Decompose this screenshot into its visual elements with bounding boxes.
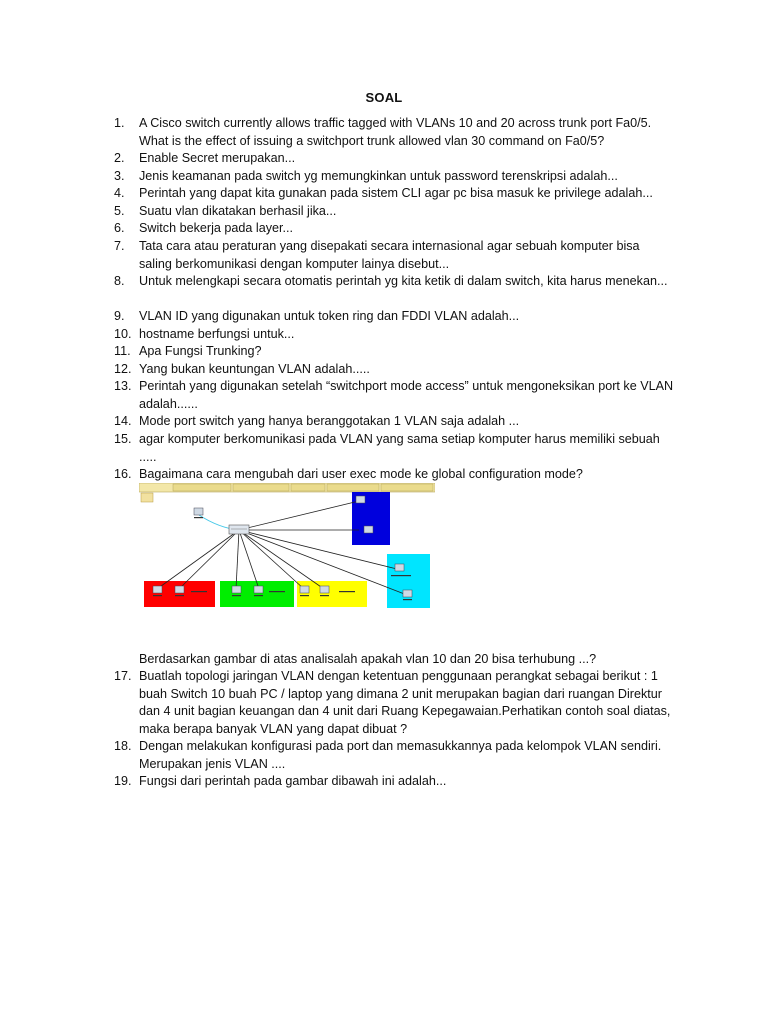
question-number: 8. (114, 274, 125, 288)
question-17 (114, 668, 674, 738)
pc-icon (300, 586, 309, 593)
question-text: Jenis keamanan pada switch yg memungkinkan untuk password terenskripsi adalah... (139, 169, 618, 183)
page-title: SOAL (365, 90, 403, 105)
question-number: 1. (114, 116, 125, 130)
question-text: Bagaimana cara mengubah dari user exec mode ke global configuration mode? (139, 467, 583, 481)
question-text: Dengan melakukan konfigurasi pada port dan memasukkannya pada kelompok VLAN sendiri. Merupakan jenis VLAN .... (139, 739, 662, 771)
question-text: Buatlah topologi jaringan VLAN dengan ketentuan penggunaan perangkat sebagai berikut : 1 buah Switch 10 buah PC / laptop yang dimana 2 unit merupakan bagian dari ruangan Direktur dan 4 unit bagian keuangan dan 4 unit dari Ruang Kepegawaian.Perhatikan contoh soal diatas, maka berapa banyak VLAN yang dapat dibuat ? (139, 669, 671, 736)
question-number: 13. (114, 379, 132, 393)
question-number: 17. (114, 669, 132, 683)
question-text: Tata cara atau peraturan yang disepakati secara internasional agar sebuah komputer bisa saling berkomunikasi dengan komputer lainya disebut... (139, 239, 640, 271)
folder-icon (141, 493, 153, 502)
question-text: Yang bukan keuntungan VLAN adalah..... (139, 362, 370, 376)
question-text: Switch bekerja pada layer... (139, 221, 294, 235)
question-number: 14. (114, 414, 132, 428)
zone-yellow (297, 581, 367, 607)
question-18 (114, 738, 674, 773)
zone-red (144, 581, 215, 607)
question-2 (114, 150, 674, 168)
question-number: 4. (114, 186, 125, 200)
switch-icon (229, 525, 249, 534)
question-text: Perintah yang dapat kita gunakan pada sistem CLI agar pc bisa masuk ke privilege adalah... (139, 186, 653, 200)
question-1 (114, 115, 674, 150)
question-5 (114, 203, 674, 221)
question-12 (114, 361, 674, 379)
question-6 (114, 220, 674, 238)
question-text: Suatu vlan dikatakan berhasil jika... (139, 204, 337, 218)
question-text: Apa Fungsi Trunking? (139, 344, 262, 358)
question-16 (114, 466, 674, 484)
pc-icon (364, 526, 373, 533)
question-number: 5. (114, 204, 125, 218)
pc-icon (395, 564, 404, 571)
pc-icon (320, 586, 329, 593)
question-number: 2. (114, 151, 125, 165)
question-text: Mode port switch yang hanya beranggotakan 1 VLAN saja adalah ... (139, 414, 520, 428)
zone-green (220, 581, 294, 607)
question-text: hostname berfungsi untuk... (139, 327, 295, 341)
question-number: 18. (114, 739, 132, 753)
question-10 (114, 326, 674, 344)
question-text: agar komputer berkomunikasi pada VLAN yang sama setiap komputer harus memiliki sebuah ..... (139, 432, 660, 464)
question-text: Untuk melengkapi secara otomatis perintah yg kita ketik di dalam switch, kita harus menekan... (139, 274, 668, 288)
question-number: 10. (114, 327, 132, 341)
network-topology-figure (139, 483, 435, 638)
question-number: 12. (114, 362, 132, 376)
question-7 (114, 238, 674, 273)
pc-icon (356, 496, 365, 503)
toolbar-segment (233, 484, 289, 491)
question-number: 15. (114, 432, 132, 446)
question-text: Fungsi dari perintah pada gambar dibawah ini adalah... (139, 774, 447, 788)
question-14 (114, 413, 674, 431)
pc-icon (403, 590, 412, 597)
question-number: 19. (114, 774, 132, 788)
question-text: Enable Secret merupakan... (139, 151, 296, 165)
pc-icon (153, 586, 162, 593)
question-16-followup (114, 651, 674, 669)
question-text: Berdasarkan gambar di atas analisalah apakah vlan 10 dan 20 bisa terhubung ...? (139, 652, 597, 666)
question-number: 16. (114, 467, 132, 481)
question-number: 3. (114, 169, 125, 183)
question-number: 9. (114, 309, 125, 323)
pc-icon (194, 508, 203, 515)
question-15 (114, 431, 674, 466)
question-number: 11. (114, 344, 131, 358)
question-4 (114, 185, 674, 203)
question-19 (114, 773, 674, 791)
topology-diagram (139, 483, 435, 638)
toolbar-segment (327, 484, 379, 491)
question-3 (114, 168, 674, 186)
pc-icon (175, 586, 184, 593)
question-text: Perintah yang digunakan setelah “switchport mode access” untuk mengoneksikan port ke VLAN adalah...... (139, 379, 674, 411)
toolbar-segment (173, 484, 231, 491)
question-9 (114, 308, 674, 326)
question-13 (114, 378, 674, 413)
pc-icon (254, 586, 263, 593)
question-8 (114, 273, 674, 291)
pc-icon (232, 586, 241, 593)
toolbar-segment (381, 484, 433, 491)
toolbar-segment (291, 484, 325, 491)
question-text: A Cisco switch currently allows traffic tagged with VLANs 10 and 20 across trunk port Fa0/5. What is the effect of issuing a switchport trunk allowed vlan 30 command on Fa0/5? (139, 116, 652, 148)
question-number: 6. (114, 221, 125, 235)
question-11 (114, 343, 674, 361)
question-number: 7. (114, 239, 125, 253)
question-text: VLAN ID yang digunakan untuk token ring dan FDDI VLAN adalah... (139, 309, 520, 323)
